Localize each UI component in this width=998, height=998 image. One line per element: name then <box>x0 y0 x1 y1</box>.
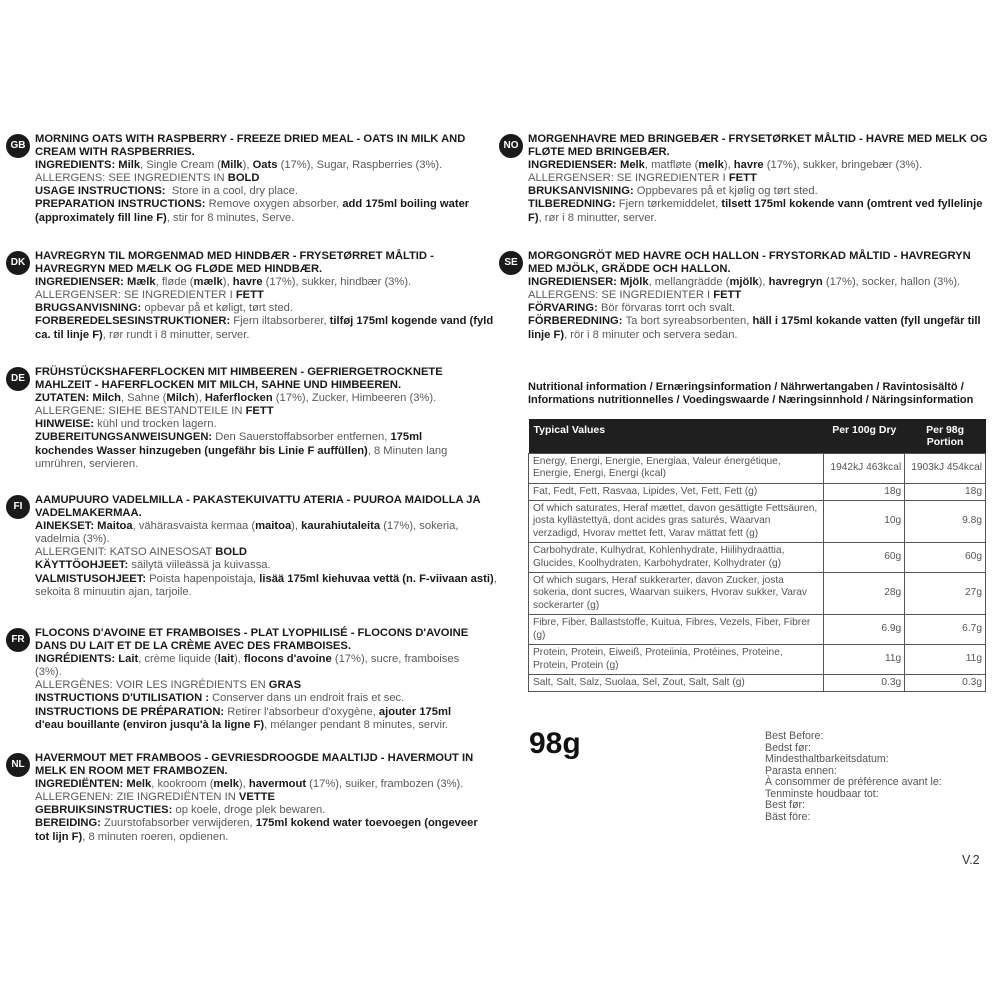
section-content <box>35 494 498 599</box>
header-per-100g: Per 100g Dry <box>824 419 905 453</box>
section-no <box>499 133 989 225</box>
bold-text: tilsett 175ml kokende vann (omtrent ved fyllelinje F) <box>528 198 986 224</box>
bold-text: GRAS <box>268 679 302 692</box>
bold-text: tilføj 175ml kogende vand (fyld ca. til linje F) <box>35 315 497 341</box>
body-text: , vähärasvaista kermaa ( <box>132 520 256 533</box>
body-text: , rør rundt i 8 minutter, server. <box>102 328 250 341</box>
body-text: Store in a cool, dry place. <box>168 185 298 198</box>
section-line <box>35 289 498 302</box>
value-per-98g: 60g <box>905 543 986 573</box>
bold-text: FETT <box>728 172 757 185</box>
bold-text: flocons d'avoine <box>243 653 332 666</box>
body-text: ), <box>723 159 734 172</box>
value-per-100g: 11g <box>824 645 905 675</box>
nutrition-row <box>529 674 986 691</box>
bold-text: Milch <box>166 392 195 405</box>
section-line <box>35 198 498 224</box>
section-line <box>35 573 498 599</box>
value-per-100g: 28g <box>824 573 905 615</box>
body-text: säilytä viileässä ja kuivassa. <box>131 559 271 572</box>
best-before-line: À consommer de préférence avant le: <box>765 776 942 788</box>
body-text: ), <box>233 653 244 666</box>
bold-text: BRUGSANVISNING: <box>35 302 145 315</box>
body-text: (17%), sukker, bringebær (3%). <box>763 159 923 172</box>
value-per-100g: 1942kJ 463kcal <box>824 453 905 483</box>
bold-text: INSTRUCTIONS D'UTILISATION : <box>35 692 213 705</box>
value-per-98g: 27g <box>905 573 986 615</box>
body-text: ALLERGENIT: KATSO AINESOSAT <box>35 546 216 559</box>
bold-text: FÖRVARING: <box>528 302 601 315</box>
section-line <box>35 653 476 679</box>
nutrient-label: Salt, Salt, Salz, Suolaa, Sel, Zout, Salt, Salt (g) <box>529 674 824 691</box>
bold-text: INGRÉDIENTS: <box>35 653 119 666</box>
nutrient-label: Of which sugars, Heraf sukkerarter, davon Zucker, josta sokeria, dont sucres, Waarvan suikers, Hvorav sukker, Varav sockerarter (g) <box>529 573 824 615</box>
language-badge: FI <box>6 495 30 519</box>
value-per-98g: 6.7g <box>905 615 986 645</box>
section-line <box>35 315 498 341</box>
body-text: (17%), suiker, frambozen (3%). <box>306 778 464 791</box>
body-text: , kookroom ( <box>151 778 214 791</box>
body-text: , Sahne ( <box>120 392 167 405</box>
value-per-98g: 0.3g <box>905 674 986 691</box>
body-text: (17%), socker, hallon (3%). <box>822 276 961 289</box>
best-before-line: Best før: <box>765 799 806 811</box>
best-before-line: Mindesthaltbarkeitsdatum: <box>765 753 889 765</box>
body-text: ), <box>238 778 249 791</box>
section-se <box>499 250 989 342</box>
section-title: AAMUPUURO VADELMILLA - PAKASTEKUIVATTU ATERIA - PUUROA MAIDOLLA JA VADELMAKERMAA. <box>35 494 484 520</box>
body-text: , 8 minuten roeren, opdienen. <box>82 830 229 843</box>
body-text: ALLERGENS: SE INGREDIENTER I <box>528 289 714 302</box>
section-title: MORGENHAVRE MED BRINGEBÆR - FRYSETØRKET MÅLTID - HAVRE MED MELK OG FLØTE MED BRINGEBÆR. <box>528 133 991 159</box>
section-line <box>35 817 490 843</box>
bold-text: BRUKSANVISNING: <box>528 185 637 198</box>
bold-text: ZUTATEN: <box>35 392 93 405</box>
bold-text: ajouter 175ml d'eau bouillante (environ jusqu'à la ligne F) <box>35 705 455 731</box>
bold-text: melk <box>213 778 239 791</box>
body-text: ALLERGENSER: SE INGREDIENTER I <box>528 172 729 185</box>
body-text: ALLERGENS: SEE INGREDIENTS IN <box>35 172 228 185</box>
section-line <box>35 778 490 791</box>
bold-text: PREPARATION INSTRUCTIONS: <box>35 198 209 211</box>
section-content <box>35 250 498 342</box>
section-line <box>528 276 989 289</box>
section-content <box>528 250 989 342</box>
header-typical-values: Typical Values <box>529 419 824 453</box>
bold-text: Milk <box>118 159 141 172</box>
bold-text: USAGE INSTRUCTIONS: <box>35 185 169 198</box>
bold-text: HINWEISE: <box>35 418 98 431</box>
body-text: (17%), Sugar, Raspberries (3%). <box>277 159 443 172</box>
section-line <box>35 302 498 315</box>
nutrient-label: Carbohydrate, Kulhydrat, Kohlenhydrate, Hiilihydraattia, Glucides, Koolhydraten, Karbohydrater, Kolhydrater (g) <box>529 543 824 573</box>
body-text: Conserver dans un endroit frais et sec. <box>212 692 405 705</box>
bold-text: INGREDIËNTEN: <box>35 778 127 791</box>
bold-text: maitoa <box>255 520 292 533</box>
section-line <box>528 185 989 198</box>
bold-text: GEBRUIKSINSTRUCTIES: <box>35 804 176 817</box>
section-line <box>528 302 989 315</box>
body-text: ), <box>242 159 253 172</box>
value-per-100g: 10g <box>824 501 905 543</box>
section-title: HAVERMOUT MET FRAMBOOS - GEVRIESDROOGDE MAALTIJD - HAVERMOUT IN MELK EN ROOM MET FRAMBOZEN. <box>35 752 477 778</box>
bold-text: kaurahiutaleita <box>301 520 381 533</box>
body-text: , rör i 8 minuter och servera sedan. <box>564 328 738 341</box>
bold-text: FETT <box>713 289 742 302</box>
body-text: Fjern tørkemiddelet, <box>618 198 722 211</box>
bold-text: BEREIDING: <box>35 817 104 830</box>
nutrient-label: Energy, Energi, Energie, Energiaa, Valeur énergétique, Energie, Energi, Energi (kcal) <box>529 453 824 483</box>
nutrition-title: Nutritional information / Ernæringsinformation / Nährwertangaben / Ravintosisältö / Informations nutritionnelles / Voedingswaarde / Næringsinnhold / Näringsinformation <box>528 381 974 406</box>
body-text: (17%), sukker, hindbær (3%). <box>262 276 412 289</box>
language-badge: NO <box>499 134 523 158</box>
section-title: HAVREGRYN TIL MORGENMAD MED HINDBÆR - FRYSETØRRET MÅLTID - HAVREGRYN MED MÆLK OG FLØDE MED HINDBÆR. <box>35 250 437 276</box>
bold-text: havermout <box>248 778 307 791</box>
language-badge: FR <box>6 628 30 652</box>
body-text: , mellangrädde ( <box>648 276 730 289</box>
bold-text: Milch <box>92 392 121 405</box>
body-text: ALLERGENSER: SE INGREDIENTER I <box>35 289 236 302</box>
body-text: , sekoita 8 minuutin ajan, tarjoile. <box>35 572 500 598</box>
nutrition-header-row <box>529 419 986 453</box>
nutrient-label: Protein, Protein, Eiweiß, Proteiinia, Protéines, Proteine, Protein, Protein (g) <box>529 645 824 675</box>
body-text: , mélanger pendant 8 minutes, servir. <box>264 718 449 731</box>
nutrition-row <box>529 645 986 675</box>
body-text: Oppbevares på et kjølig og tørt sted. <box>636 185 818 198</box>
bold-text: BOLD <box>227 172 260 185</box>
best-before-line: Bedst før: <box>765 741 811 754</box>
section-content <box>528 133 989 225</box>
section-line <box>35 546 498 559</box>
body-text: , 8 Minuten lang umrühren, servieren. <box>35 444 451 470</box>
language-badge: SE <box>499 251 523 275</box>
nutrition-row <box>529 615 986 645</box>
section-line <box>35 431 482 470</box>
section-line <box>35 172 498 185</box>
bold-text: mjölk <box>729 276 759 289</box>
bold-text: Maitoa <box>97 520 133 533</box>
bold-text: Melk <box>620 159 645 172</box>
section-line <box>528 172 989 185</box>
bold-text: KÄYTTÖOHJEET: <box>35 559 132 572</box>
body-text: ALLERGENEN: ZIE INGREDIËNTEN IN <box>35 791 239 804</box>
body-text: , stir for 8 minutes, Serve. <box>166 211 295 224</box>
bold-text: FETT <box>245 405 274 418</box>
section-title: FLOCONS D'AVOINE ET FRAMBOISES - PLAT LYOPHILISÉ - FLOCONS D'AVOINE DANS DU LAIT ET DE LA CRÈME AVEC DES FRAMBOISES. <box>35 627 472 653</box>
bold-text: Oats <box>252 159 278 172</box>
section-content <box>35 133 498 225</box>
bold-text: havregryn <box>768 276 823 289</box>
language-badge: DE <box>6 367 30 391</box>
section-line <box>35 159 498 172</box>
bold-text: Melk <box>126 778 152 791</box>
bold-text: havre <box>733 159 764 172</box>
body-text: , matfløte ( <box>644 159 699 172</box>
best-before-line: Parasta ennen: <box>765 764 837 777</box>
bold-text: 175ml kokend water toevoegen (ongeveer tot lijn F) <box>35 817 481 843</box>
bold-text: Lait <box>118 653 139 666</box>
value-per-98g: 11g <box>905 645 986 675</box>
nutrition-row <box>529 543 986 573</box>
section-title: FRÜHSTÜCKSHAFERFLOCKEN MIT HIMBEEREN - GEFRIERGETROCKNETE MAHLZEIT - HAFERFLOCKEN MIT MILCH, SAHNE UND HIMBEEREN. <box>35 366 446 392</box>
body-text: Retirer l'absorbeur d'oxygène, <box>227 705 379 718</box>
nutrient-label: Of which saturates, Heraf mættet, davon gesättigte Fettsäuren, josta kyllästettyä, dont acides gras saturés, Waarvan verzadigd, Hvorav mettet fett, Varav mättat fett (g) <box>529 501 824 543</box>
body-text: Poista hapenpoistaja, <box>149 572 260 585</box>
value-per-100g: 6.9g <box>824 615 905 645</box>
body-text: Remove oxygen absorber, <box>208 198 343 211</box>
body-text: (17%), Zucker, Himbeeren (3%). <box>272 392 437 405</box>
section-line <box>35 185 498 198</box>
bold-text: Milk <box>220 159 243 172</box>
section-title: MORGONGRÖT MED HAVRE OCH HALLON - FRYSTORKAD MÅLTID - HAVREGRYN MED MJÖLK, GRÄDDE OCH HALLON. <box>528 250 974 276</box>
net-weight: 98g <box>529 727 581 760</box>
bold-text: Mælk <box>127 276 156 289</box>
section-line <box>35 706 476 732</box>
body-text: Fjern iltabsorberer, <box>233 315 330 328</box>
bold-text: ZUBEREITUNGSANWEISUNGEN: <box>35 431 216 444</box>
bold-text: Haferflocken <box>204 392 273 405</box>
body-text: ALLERGÈNES: VOIR LES INGRÉDIENTS EN <box>35 679 269 692</box>
body-text: Zuurstofabsorber verwijderen, <box>104 817 256 830</box>
value-per-98g: 1903kJ 454kcal <box>905 453 986 483</box>
bold-text: INGREDIENSER: <box>528 159 620 172</box>
section-line <box>528 315 989 341</box>
section-fr <box>6 627 476 732</box>
bold-text: TILBEREDNING: <box>528 198 619 211</box>
language-badge: GB <box>6 134 30 158</box>
bold-text: häll i 175ml kokande vatten (fyll ungefär till linje F) <box>528 315 984 341</box>
version-label: V.2 <box>962 853 980 867</box>
section-line <box>35 791 490 804</box>
nutrient-label: Fat, Fedt, Fett, Rasvaa, Lipides, Vet, Fett, Fett (g) <box>529 483 824 500</box>
bold-text: FÖRBEREDNING: <box>528 315 626 328</box>
body-text: op koele, droge plek bewaren. <box>175 804 326 817</box>
section-line <box>35 692 476 705</box>
bold-text: VETTE <box>238 791 275 804</box>
body-text: ALLERGENE: SIEHE BESTANDTEILE IN <box>35 405 246 418</box>
section-dk <box>6 250 498 342</box>
bold-text: lait <box>217 653 234 666</box>
body-text: ), <box>194 392 205 405</box>
bold-text: Mjölk <box>620 276 649 289</box>
section-line <box>528 289 989 302</box>
language-badge: NL <box>6 753 30 777</box>
best-before-block <box>765 731 942 823</box>
bold-text: INGREDIENSER: <box>528 276 620 289</box>
value-per-100g: 18g <box>824 483 905 500</box>
nutrient-label: Fibre, Fiber, Ballaststoffe, Kuitua, Fibres, Vezels, Fiber, Fibrer (g) <box>529 615 824 645</box>
value-per-100g: 60g <box>824 543 905 573</box>
section-gb <box>6 133 498 225</box>
section-line <box>35 804 490 817</box>
body-text: Den Sauerstoffabsorber entfernen, <box>215 431 391 444</box>
nutrition-row <box>529 483 986 500</box>
body-text: Ta bort syreabsorbenten, <box>625 315 753 328</box>
bold-text: FETT <box>235 289 264 302</box>
section-de <box>6 366 482 471</box>
body-text: ), <box>758 276 769 289</box>
body-text: , rør i 8 minutter, server. <box>538 211 657 224</box>
section-line <box>35 559 498 572</box>
bold-text: INGREDIENTS: <box>35 159 119 172</box>
nutrition-row <box>529 573 986 615</box>
bold-text: BOLD <box>215 546 247 559</box>
section-fi <box>6 494 498 599</box>
value-per-98g: 18g <box>905 483 986 500</box>
nutrition-table <box>528 419 986 692</box>
bold-text: INGREDIENSER: <box>35 276 127 289</box>
section-title: MORNING OATS WITH RASPBERRY - FREEZE DRIED MEAL - OATS IN MILK AND CREAM WITH RASPBERRIES. <box>35 133 469 159</box>
best-before-line: Tenminste houdbaar tot: <box>765 787 879 800</box>
bold-text: INSTRUCTIONS DE PRÉPARATION: <box>35 705 228 718</box>
body-text: ), <box>291 520 302 533</box>
body-text: (17%), sokeria, vadelmia (3%). <box>35 520 462 546</box>
body-text: opbevar på et køligt, tørt sted. <box>144 302 294 315</box>
bold-text: mælk <box>193 276 223 289</box>
value-per-100g: 0.3g <box>824 674 905 691</box>
section-line <box>35 276 498 289</box>
body-text: , crème liquide ( <box>138 653 218 666</box>
section-line <box>35 392 482 405</box>
section-line <box>35 679 476 692</box>
body-text: ), <box>222 276 233 289</box>
section-nl <box>6 752 490 844</box>
body-text: , Single Cream ( <box>140 159 221 172</box>
bold-text: lisää 175ml kiehuvaa vettä (n. F-viivaan asti) <box>259 572 494 585</box>
best-before-line: Bäst före: <box>765 810 811 823</box>
bold-text: havre <box>232 276 263 289</box>
section-content <box>35 752 490 844</box>
section-line <box>35 405 482 418</box>
bold-text: add 175ml boiling water (approximately fill line F) <box>35 198 473 224</box>
value-per-98g: 9.8g <box>905 501 986 543</box>
section-line <box>528 159 989 172</box>
header-per-98g: Per 98g Portion <box>905 419 986 453</box>
bold-text: AINEKSET: <box>35 520 98 533</box>
section-line <box>35 418 482 431</box>
nutrition-row <box>529 501 986 543</box>
body-text: kühl und trocken lagern. <box>97 418 217 431</box>
body-text: Bör förvaras torrt och svalt. <box>600 302 736 315</box>
section-line <box>35 520 498 546</box>
section-content <box>35 366 482 471</box>
best-before-line: Best Before: <box>765 730 824 742</box>
section-line <box>528 198 989 224</box>
bold-text: FORBEREDELSESINSTRUKTIONER: <box>35 315 234 328</box>
body-text: (17%), sucre, framboises (3%). <box>35 653 463 679</box>
bold-text: melk <box>698 159 724 172</box>
body-text: , fløde ( <box>155 276 194 289</box>
language-badge: DK <box>6 251 30 275</box>
nutrition-row <box>529 453 986 483</box>
bold-text: VALMISTUSOHJEET: <box>35 572 150 585</box>
section-content <box>35 627 476 732</box>
bold-text: 175ml kochendes Wasser hinzugeben (ungefähr bis Linie F auffüllen) <box>35 431 426 457</box>
